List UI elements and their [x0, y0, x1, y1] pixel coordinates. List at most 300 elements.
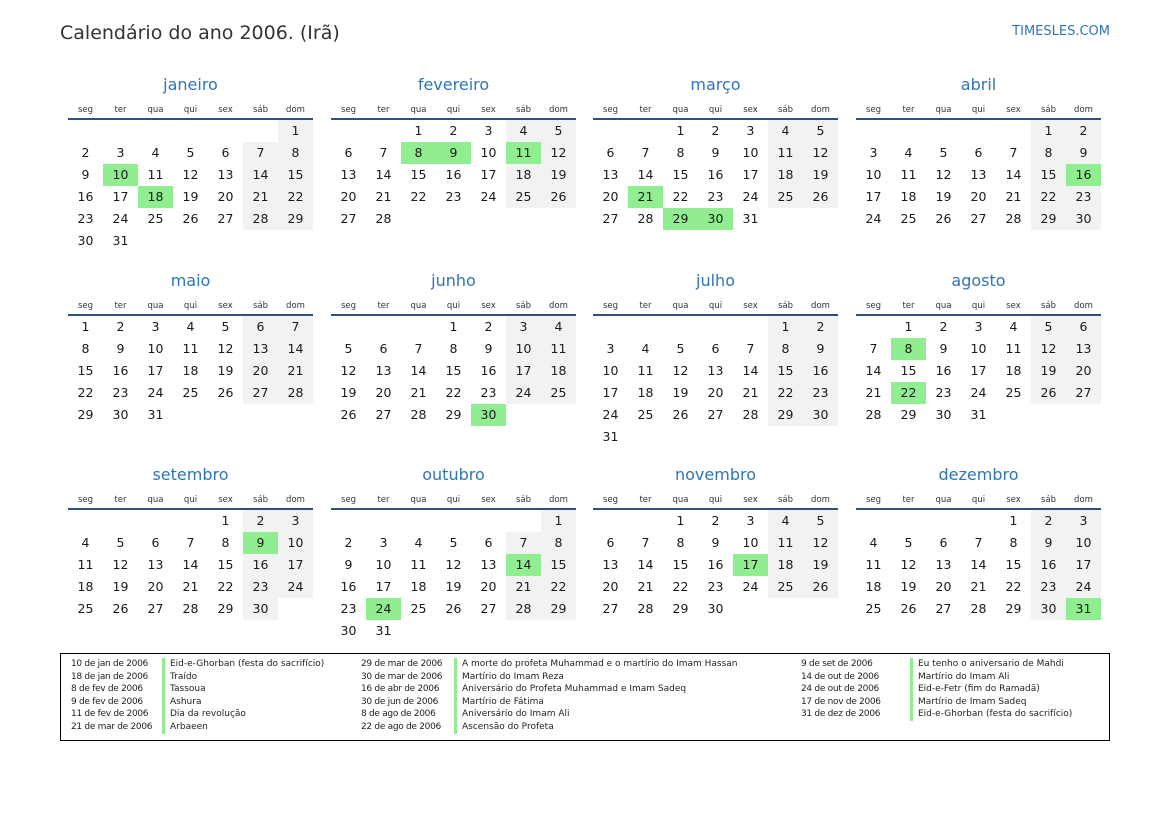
empty-day-cell — [541, 620, 576, 642]
day-cell: 16 — [445, 167, 462, 182]
weekday-header: seg — [77, 105, 94, 115]
day-cell: 24 — [865, 211, 882, 226]
week-row — [68, 532, 313, 554]
empty-day-cell — [961, 510, 996, 532]
day-cell: 20 — [480, 579, 497, 594]
day-cell: 2 — [484, 319, 493, 334]
day-cell: 5 — [344, 341, 353, 356]
weekday-header: ter — [902, 105, 915, 115]
day-cell: 10 — [375, 557, 392, 572]
month-title: abril — [960, 75, 997, 94]
holiday-entry — [71, 683, 324, 696]
weekend-day-cell: 8 — [1031, 142, 1066, 164]
empty-day-cell — [331, 510, 366, 532]
day-cell: 26 — [935, 211, 952, 226]
week-row — [331, 142, 576, 164]
weekday-header: sex — [481, 495, 496, 505]
day-cell: 22 — [410, 189, 427, 204]
day-cell: 28 — [865, 407, 882, 422]
weekday-header: qua — [672, 495, 689, 505]
day-cell: 3 — [379, 535, 388, 550]
weekday-header: dom — [549, 301, 568, 311]
day-cell: 23 — [340, 601, 357, 616]
week-row — [68, 230, 313, 252]
weekday-header: dom — [811, 495, 830, 505]
day-cell: 16 — [707, 557, 724, 572]
holiday-date: 30 de jun de 2006 — [361, 696, 439, 707]
day-cell: 13 — [602, 167, 619, 182]
day-cell: 22 — [445, 385, 462, 400]
week-row — [593, 554, 838, 576]
weekend-day-cell: 27 — [1066, 382, 1101, 404]
weekday-header: qua — [147, 301, 164, 311]
weekend-day-cell: 22 — [278, 186, 313, 208]
holiday-date: 8 de fev de 2006 — [71, 684, 143, 695]
day-cell: 27 — [480, 601, 497, 616]
month-title: julho — [696, 271, 735, 290]
holiday-entry — [361, 696, 738, 709]
weekend-day-cell: 1 — [768, 316, 803, 338]
weekday-header-row — [331, 493, 576, 510]
day-cell: 3 — [116, 145, 125, 160]
weekend-day-cell: 15 — [768, 360, 803, 382]
holiday-day-cell: 30 — [471, 404, 506, 426]
empty-day-cell — [698, 316, 733, 338]
day-cell: 7 — [641, 145, 650, 160]
day-cell: 31 — [970, 407, 987, 422]
month-title: maio — [170, 271, 211, 290]
weekday-header: qua — [672, 105, 689, 115]
weekday-header: qua — [672, 301, 689, 311]
day-cell: 21 — [1005, 189, 1022, 204]
empty-day-cell — [471, 510, 506, 532]
weekend-day-cell: 16 — [1031, 554, 1066, 576]
weekday-header-row — [68, 103, 313, 120]
weekday-header: sex — [218, 105, 233, 115]
weekend-day-cell: 23 — [1031, 576, 1066, 598]
holiday-name: Eid-e-Ghorban (festa do sacrifício) — [162, 658, 324, 671]
weekend-day-cell: 19 — [803, 554, 838, 576]
weekend-day-cell: 2 — [1066, 120, 1101, 142]
day-cell: 7 — [974, 535, 983, 550]
holiday-entry — [801, 696, 1072, 709]
weekend-day-cell: 24 — [1066, 576, 1101, 598]
day-cell: 3 — [974, 319, 983, 334]
weekday-header: qui — [708, 301, 723, 311]
week-row — [331, 620, 576, 642]
day-cell: 13 — [707, 363, 724, 378]
weekend-day-cell: 23 — [243, 576, 278, 598]
brand-link[interactable]: TIMESLES.COM — [1012, 24, 1110, 39]
day-cell: 21 — [637, 579, 654, 594]
weekday-header: seg — [77, 301, 94, 311]
weekday-header: seg — [340, 105, 357, 115]
holiday-date: 11 de fev de 2006 — [71, 709, 149, 720]
week-row — [68, 598, 313, 620]
day-cell: 2 — [449, 123, 458, 138]
month-calendar — [593, 72, 838, 230]
day-cell: 3 — [746, 123, 755, 138]
day-cell: 11 — [1005, 341, 1022, 356]
weekend-day-cell: 12 — [803, 142, 838, 164]
day-cell: 27 — [707, 407, 724, 422]
day-cell: 30 — [707, 601, 724, 616]
empty-day-cell — [733, 598, 768, 620]
holiday-entry — [71, 721, 324, 734]
empty-day-cell — [401, 316, 436, 338]
day-cell: 4 — [641, 341, 650, 356]
holiday-day-cell: 17 — [733, 554, 768, 576]
day-cell: 15 — [445, 363, 462, 378]
day-cell: 30 — [112, 407, 129, 422]
week-row — [331, 554, 576, 576]
weekday-header: dom — [1074, 301, 1093, 311]
weekend-day-cell: 23 — [1066, 186, 1101, 208]
day-cell: 29 — [217, 601, 234, 616]
day-cell: 17 — [147, 363, 164, 378]
day-cell: 28 — [410, 407, 427, 422]
empty-day-cell — [891, 510, 926, 532]
weekday-header: ter — [639, 105, 652, 115]
day-cell: 2 — [116, 319, 125, 334]
weekday-header: seg — [602, 301, 619, 311]
empty-day-cell — [173, 510, 208, 532]
day-cell: 8 — [81, 341, 90, 356]
day-cell: 17 — [865, 189, 882, 204]
week-row — [68, 404, 313, 426]
month-calendar — [856, 268, 1101, 426]
weekend-day-cell: 4 — [768, 510, 803, 532]
empty-day-cell — [506, 510, 541, 532]
weekday-header: qui — [183, 105, 198, 115]
empty-day-cell — [138, 230, 173, 252]
weekend-day-cell: 18 — [768, 164, 803, 186]
holiday-name: Ascensão do Profeta — [454, 721, 554, 734]
weekend-day-cell: 30 — [243, 598, 278, 620]
week-row — [593, 404, 838, 426]
weekday-header: ter — [114, 495, 127, 505]
day-cell: 6 — [711, 341, 720, 356]
weekday-header: sáb — [252, 495, 269, 505]
empty-day-cell — [366, 510, 401, 532]
weekend-day-cell: 18 — [541, 360, 576, 382]
weekday-header: sex — [481, 301, 496, 311]
weekday-header-row — [856, 299, 1101, 316]
empty-day-cell — [506, 404, 541, 426]
weekday-header: sáb — [1040, 495, 1057, 505]
holiday-legend — [60, 653, 1110, 741]
weekday-header: dom — [286, 495, 305, 505]
holiday-day-cell: 31 — [1066, 598, 1101, 620]
day-cell: 11 — [77, 557, 94, 572]
holiday-day-cell: 14 — [506, 554, 541, 576]
day-cell: 2 — [344, 535, 353, 550]
day-cell: 3 — [746, 513, 755, 528]
week-row — [856, 360, 1101, 382]
empty-day-cell — [856, 316, 891, 338]
day-cell: 13 — [375, 363, 392, 378]
weekend-day-cell: 4 — [541, 316, 576, 338]
weekend-day-cell: 7 — [243, 142, 278, 164]
holiday-entry — [361, 683, 738, 696]
holiday-entry — [71, 708, 324, 721]
weekend-day-cell: 29 — [768, 404, 803, 426]
day-cell: 8 — [676, 535, 685, 550]
weekday-header-row — [593, 493, 838, 510]
empty-day-cell — [278, 230, 313, 252]
day-cell: 20 — [375, 385, 392, 400]
day-cell: 19 — [182, 189, 199, 204]
weekday-header: qua — [410, 495, 427, 505]
day-cell: 1 — [676, 123, 685, 138]
day-cell: 17 — [970, 363, 987, 378]
day-cell: 22 — [77, 385, 94, 400]
day-cell: 21 — [865, 385, 882, 400]
week-row — [856, 186, 1101, 208]
day-cell: 24 — [742, 579, 759, 594]
empty-day-cell — [173, 120, 208, 142]
weekend-day-cell: 4 — [768, 120, 803, 142]
weekday-header: ter — [377, 495, 390, 505]
day-cell: 23 — [480, 385, 497, 400]
weekday-header: seg — [865, 301, 882, 311]
weekday-header: seg — [77, 495, 94, 505]
day-cell: 31 — [742, 211, 759, 226]
holiday-day-cell: 29 — [663, 208, 698, 230]
weekday-header: dom — [811, 301, 830, 311]
day-cell: 20 — [217, 189, 234, 204]
day-cell: 16 — [707, 167, 724, 182]
week-row — [331, 338, 576, 360]
day-cell: 1 — [676, 513, 685, 528]
holiday-day-cell: 8 — [401, 142, 436, 164]
week-row — [593, 186, 838, 208]
holiday-legend-column — [361, 658, 738, 734]
weekday-header: seg — [602, 495, 619, 505]
day-cell: 23 — [707, 579, 724, 594]
day-cell: 28 — [742, 407, 759, 422]
month-title: fevereiro — [417, 75, 490, 94]
holiday-name: Martírio do Imam Reza — [454, 671, 564, 684]
weekday-header: seg — [602, 105, 619, 115]
day-cell: 5 — [186, 145, 195, 160]
day-cell: 19 — [672, 385, 689, 400]
week-row — [593, 120, 838, 142]
week-row — [856, 382, 1101, 404]
week-row — [68, 186, 313, 208]
day-cell: 17 — [602, 385, 619, 400]
week-row — [593, 532, 838, 554]
weekday-header: dom — [1074, 495, 1093, 505]
day-cell: 10 — [865, 167, 882, 182]
week-row — [331, 164, 576, 186]
day-cell: 5 — [939, 145, 948, 160]
weekday-header: qua — [147, 105, 164, 115]
holiday-name: Tassoua — [162, 683, 206, 696]
day-cell: 16 — [77, 189, 94, 204]
day-cell: 10 — [480, 145, 497, 160]
empty-day-cell — [243, 120, 278, 142]
empty-day-cell — [471, 620, 506, 642]
day-cell: 20 — [340, 189, 357, 204]
empty-day-cell — [663, 316, 698, 338]
week-row — [331, 360, 576, 382]
weekday-header: qui — [183, 495, 198, 505]
holiday-date: 17 de nov de 2006 — [801, 696, 881, 707]
day-cell: 26 — [112, 601, 129, 616]
weekday-header: qui — [183, 301, 198, 311]
weekend-day-cell: 14 — [243, 164, 278, 186]
day-cell: 14 — [637, 557, 654, 572]
day-cell: 12 — [935, 167, 952, 182]
empty-day-cell — [436, 208, 471, 230]
holiday-name: Eid-e-Fetr (fim do Ramadã) — [910, 683, 1040, 696]
day-cell: 27 — [340, 211, 357, 226]
empty-day-cell — [68, 510, 103, 532]
day-cell: 21 — [182, 579, 199, 594]
weekend-day-cell: 29 — [278, 208, 313, 230]
empty-day-cell — [768, 208, 803, 230]
week-row — [856, 120, 1101, 142]
day-cell: 31 — [147, 407, 164, 422]
day-cell: 18 — [900, 189, 917, 204]
weekday-header: ter — [902, 301, 915, 311]
week-row — [331, 532, 576, 554]
empty-day-cell — [926, 510, 961, 532]
weekend-day-cell: 30 — [1066, 208, 1101, 230]
day-cell: 13 — [217, 167, 234, 182]
day-cell: 8 — [676, 145, 685, 160]
day-cell: 12 — [340, 363, 357, 378]
weekend-day-cell: 10 — [1066, 532, 1101, 554]
day-cell: 21 — [375, 189, 392, 204]
holiday-date: 9 de set de 2006 — [801, 659, 873, 669]
month-title: dezembro — [938, 465, 1019, 484]
day-cell: 13 — [935, 557, 952, 572]
empty-day-cell — [278, 404, 313, 426]
holiday-name: Dia da revolução — [162, 708, 246, 721]
weekend-day-cell: 10 — [506, 338, 541, 360]
day-cell: 11 — [147, 167, 164, 182]
weekend-day-cell: 11 — [768, 142, 803, 164]
week-row — [68, 316, 313, 338]
weekday-header: dom — [549, 495, 568, 505]
weekend-day-cell: 6 — [243, 316, 278, 338]
holiday-date: 14 de out de 2006 — [801, 671, 879, 682]
weekend-day-cell: 3 — [278, 510, 313, 532]
weekend-day-cell: 12 — [803, 532, 838, 554]
month-title: outubro — [422, 465, 485, 484]
week-row — [593, 338, 838, 360]
empty-day-cell — [733, 316, 768, 338]
day-cell: 3 — [151, 319, 160, 334]
month-title: janeiro — [163, 75, 218, 94]
week-row — [593, 510, 838, 532]
weekday-header: sáb — [252, 301, 269, 311]
holiday-name: Martírio de Imam Sadeq — [910, 696, 1026, 709]
day-cell: 2 — [81, 145, 90, 160]
empty-day-cell — [208, 404, 243, 426]
weekday-header: sáb — [777, 105, 794, 115]
day-cell: 6 — [606, 535, 615, 550]
month-calendar — [68, 268, 313, 426]
day-cell: 8 — [221, 535, 230, 550]
holiday-day-cell: 30 — [698, 208, 733, 230]
month-title: junho — [431, 271, 476, 290]
weekday-header-row — [593, 299, 838, 316]
day-cell: 13 — [147, 557, 164, 572]
weekday-header: sáb — [515, 495, 532, 505]
week-row — [68, 576, 313, 598]
day-cell: 1 — [1009, 513, 1018, 528]
day-cell: 11 — [865, 557, 882, 572]
weekend-day-cell: 27 — [243, 382, 278, 404]
day-cell: 12 — [900, 557, 917, 572]
holiday-name: Eid-e-Ghorban (festa do sacrifício) — [910, 708, 1072, 721]
holiday-name: Arbaeen — [162, 721, 208, 734]
week-row — [593, 576, 838, 598]
week-row — [331, 382, 576, 404]
weekend-day-cell: 1 — [541, 510, 576, 532]
weekend-day-cell: 12 — [1031, 338, 1066, 360]
day-cell: 11 — [637, 363, 654, 378]
empty-day-cell — [628, 316, 663, 338]
day-cell: 10 — [147, 341, 164, 356]
weekday-header: qua — [147, 495, 164, 505]
day-cell: 29 — [77, 407, 94, 422]
holiday-day-cell: 16 — [1066, 164, 1101, 186]
weekday-header: qui — [446, 301, 461, 311]
weekend-day-cell: 10 — [278, 532, 313, 554]
day-cell: 7 — [746, 341, 755, 356]
weekday-header: qua — [410, 105, 427, 115]
weekend-day-cell: 20 — [243, 360, 278, 382]
day-cell: 29 — [1005, 601, 1022, 616]
day-cell: 12 — [445, 557, 462, 572]
day-cell: 31 — [602, 429, 619, 444]
week-row — [856, 142, 1101, 164]
week-row — [331, 404, 576, 426]
empty-day-cell — [891, 120, 926, 142]
empty-day-cell — [698, 426, 733, 448]
day-cell: 18 — [410, 579, 427, 594]
day-cell: 1 — [221, 513, 230, 528]
day-cell: 26 — [182, 211, 199, 226]
weekday-header: sex — [1006, 301, 1021, 311]
empty-day-cell — [366, 316, 401, 338]
week-row — [68, 164, 313, 186]
day-cell: 3 — [869, 145, 878, 160]
day-cell: 4 — [869, 535, 878, 550]
day-cell: 25 — [410, 601, 427, 616]
weekend-day-cell: 15 — [1031, 164, 1066, 186]
day-cell: 21 — [742, 385, 759, 400]
empty-day-cell — [803, 426, 838, 448]
weekday-header: sáb — [515, 105, 532, 115]
week-row — [593, 598, 838, 620]
day-cell: 13 — [340, 167, 357, 182]
day-cell: 29 — [900, 407, 917, 422]
day-cell: 8 — [449, 341, 458, 356]
weekday-header: qui — [971, 105, 986, 115]
day-cell: 5 — [116, 535, 125, 550]
month-calendar — [331, 268, 576, 426]
weekday-header: qui — [708, 105, 723, 115]
day-cell: 30 — [340, 623, 357, 638]
week-row — [856, 164, 1101, 186]
day-cell: 14 — [742, 363, 759, 378]
day-cell: 12 — [182, 167, 199, 182]
